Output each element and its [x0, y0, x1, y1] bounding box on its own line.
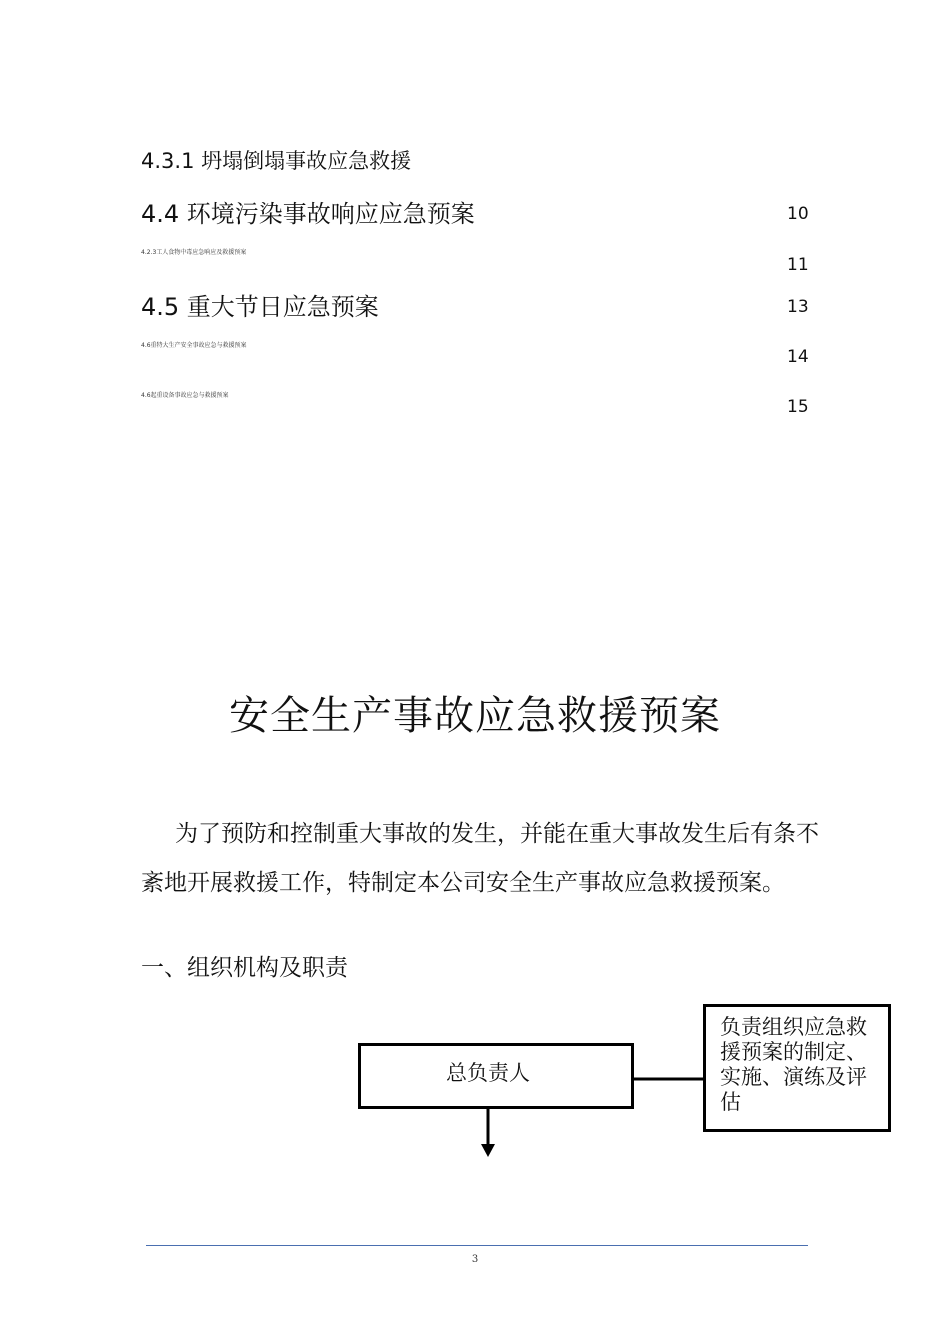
toc-page-4-4: 10: [787, 204, 809, 224]
toc-page-4-5: 13: [787, 297, 809, 317]
toc-page-4-2-3: 11: [787, 255, 809, 275]
toc-page-4-6-b: 15: [787, 397, 809, 417]
section-heading-org: 一、组织机构及职责: [141, 955, 348, 981]
responsibility-box: [703, 1004, 891, 1132]
responsibility-line-3: 实施、演练及评: [720, 1065, 867, 1089]
down-arrow-icon: [481, 1144, 495, 1157]
responsibility-line-2: 援预案的制定、: [720, 1040, 867, 1064]
responsibility-line-1: 负责组织应急救: [720, 1015, 867, 1039]
intro-line-1: 为了预防和控制重大事故的发生，并能在重大事故发生后有条不: [175, 821, 819, 847]
toc-entry-4-2-3: 4.2.3工人食物中毒应急响应及救援预案: [141, 249, 247, 256]
toc-entry-4-3-1: 4.3.1 坍塌倒塌事故应急救援: [141, 149, 412, 173]
main-role-label: 总负责人: [446, 1061, 530, 1085]
footer-divider: [146, 1245, 808, 1246]
toc-entry-4-6-b: 4.6起重设备事故应急与救援预案: [141, 392, 229, 399]
toc-page-4-6-a: 14: [787, 347, 809, 367]
page-number: 3: [471, 1254, 479, 1265]
toc-entry-4-6-a: 4.6重特大生产安全事故应急与救援预案: [141, 342, 247, 349]
toc-entry-4-4: 4.4 环境污染事故响应应急预案: [141, 200, 475, 228]
responsibility-line-4: 估: [720, 1090, 741, 1114]
toc-entry-4-5: 4.5 重大节日应急预案: [141, 293, 379, 321]
document-title: 安全生产事故应急救援预案: [229, 693, 721, 739]
intro-line-2: 紊地开展救援工作，特制定本公司安全生产事故应急救援预案。: [141, 870, 785, 896]
